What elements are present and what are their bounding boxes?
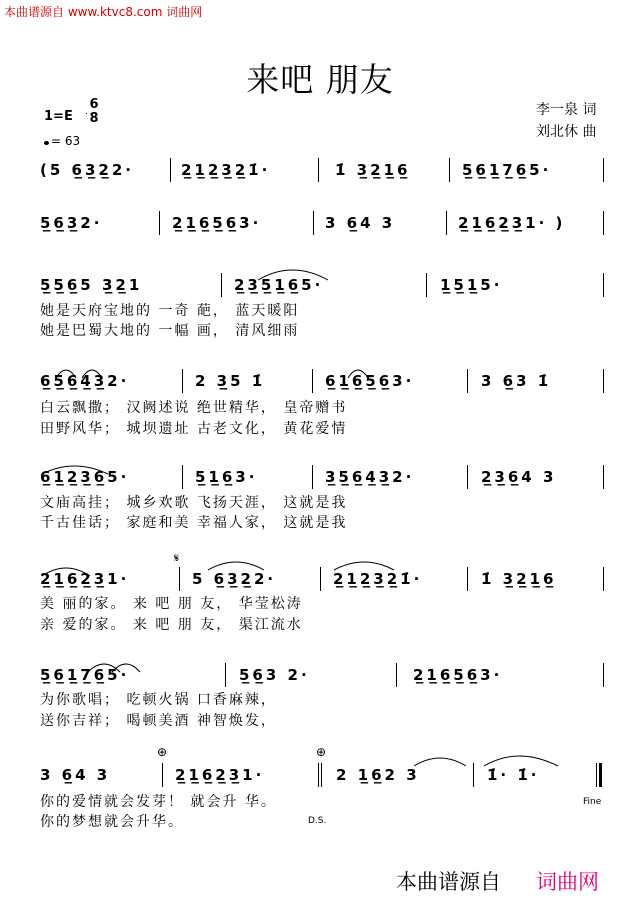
measure: 1̲5̲1̲5· [440,276,503,294]
barline [473,763,474,787]
measure: 2̲1̲2̲3̲2̲1̇· [181,161,271,179]
segno-mark: 𝄋 [174,551,180,565]
barline [318,158,319,182]
barline [170,158,171,182]
tempo-value: = 63 [51,134,81,148]
barline [603,211,604,235]
measure: 3 6̲4 3 [40,766,111,784]
measure: 3̲5̲6̲4̲3̲2· [325,468,415,486]
bottom-watermark-brand: 词曲网 [536,870,599,894]
final-barline-thick [599,763,602,787]
barline [182,369,183,393]
lyricist-credit: 李一泉 词 [536,102,597,118]
meter-top: 6 [89,97,99,112]
measure: 5̲6̲3 2· [239,666,310,684]
lyric-verse-1: 美 丽的家。 来 吧 朋 友， 华莹松涛 [40,596,303,612]
barline [320,567,321,591]
barline [162,763,163,787]
barline [603,567,604,591]
slur-arc [414,758,466,766]
slur-arc [334,562,394,570]
measure: 5̲6̲1̲7̲6̲5· [462,161,552,179]
measure: 2̲1̲6̲2̲3̲1· [40,570,130,588]
measure: 6̲1̲6̲5̲6̲3· [325,372,415,390]
slur-arc [484,756,558,766]
lyric-verse-2: 千古佳话； 家庭和美 幸福人家， 这就是我 [40,515,348,531]
barline [396,663,397,687]
barline [449,158,450,182]
measure: 2 3̲5 1̇ [195,372,266,390]
lyric-verse-1: 为你歌唱； 吃顿火锅 口香麻辣， [40,692,277,708]
barline [467,567,468,591]
lyric-verse-1: 她是天府宝地的 一奇 葩， 蓝天暖阳 [40,303,300,319]
measure: (5 6̲3̲2̲2· [40,161,134,179]
song-title: 来吧 朋友 [246,60,394,99]
measure: 2 1̲6̲2 3 [336,766,420,784]
slur-arc [208,562,264,570]
measure: 6̲1̲2̲3̲6̲5· [40,468,130,486]
measure: 2̲1̲6̲2̲3̲1· [175,766,265,784]
barline [467,369,468,393]
measure: 5̲6̲3̲2· [40,214,103,232]
measure: 3 6̲3 1̇ [481,372,552,390]
measure: 1̇ 3̲2̲1̲6̲ [335,161,411,179]
time-signature [86,98,102,126]
measure: 1̇· 1̇· [487,766,540,784]
lyric-verse-2: 送你吉祥； 喝顿美酒 神智焕发， [40,713,277,729]
measure: 2̲3̲5̲1̲6̲5· [234,276,324,294]
barline [182,465,183,489]
top-watermark: 本曲谱源自 www.ktvc8.com 词曲网 [4,5,203,19]
lyric-verse-2: 你的梦想就会升华。 [40,814,184,830]
final-barline-thin [596,763,597,787]
measure: 2̲1̲6̲2̲3̲1· ) [458,214,566,232]
lyric-verse-2: 亲 爱的家。 来 吧 朋 友， 渠江流水 [40,617,303,633]
measure: 3 6̲4 3 [325,214,396,232]
fine-mark: Fine [583,797,602,807]
barline [225,663,226,687]
lyric-verse-2: 她是巴蜀大地的 一幅 画， 清风细雨 [40,323,300,339]
measure: 6̲5̲6̲4̲3̲2· [40,372,130,390]
barline [446,211,447,235]
coda-mark: ⊕ [316,745,327,759]
barline [321,763,322,787]
measure: 2̲1̲6̲5̲6̲3· [413,666,503,684]
tempo-mark [44,134,80,148]
meter-bottom: 8 [89,111,99,126]
coda-mark: ⊕ [157,745,168,759]
barline [603,369,604,393]
barline [603,158,604,182]
measure: 2̲1̲2̲3̲2̲1̇· [333,570,423,588]
measure: 5̲1̲6̲3· [195,468,258,486]
measure: 2̲3̲6̲4 3 [481,468,557,486]
meter-divider [86,113,87,114]
lyric-verse-1: 白云飘撒； 汉阙述说 绝世精华， 皇帝赠书 [40,400,348,416]
barline [603,465,604,489]
measure: 1̇ 3̲2̲1̲6̲ [481,570,557,588]
quarter-note-icon [44,141,49,145]
barline [179,567,180,591]
barline [603,273,604,297]
barline [159,211,160,235]
key-signature: 1=E [44,109,73,124]
measure: 5 6̲3̲2̲2· [192,570,277,588]
barline [221,273,222,297]
bottom-watermark-text: 本曲谱源自 [396,870,501,894]
barline [426,273,427,297]
lyric-verse-1: 你的爱情就会发芽！ 就会升 华。 [40,794,277,810]
barline [312,369,313,393]
barline [312,465,313,489]
barline [467,465,468,489]
measure: 5̲5̲6̲5 3̲2̲1 [40,276,143,294]
measure: 5̲6̲1̲7̲6̲5· [40,666,130,684]
composer-credit: 刘北休 曲 [536,124,597,140]
lyric-verse-2: 田野风华； 城坝遗址 古老文化， 黄花爱情 [40,421,348,437]
lyric-verse-1: 文庙高挂； 城乡欢歌 飞扬天涯， 这就是我 [40,495,348,511]
barline [313,211,314,235]
barline [318,763,319,787]
ds-mark: D.S. [308,816,327,826]
barline [603,663,604,687]
measure: 2̲1̲6̲5̲6̲3· [172,214,262,232]
